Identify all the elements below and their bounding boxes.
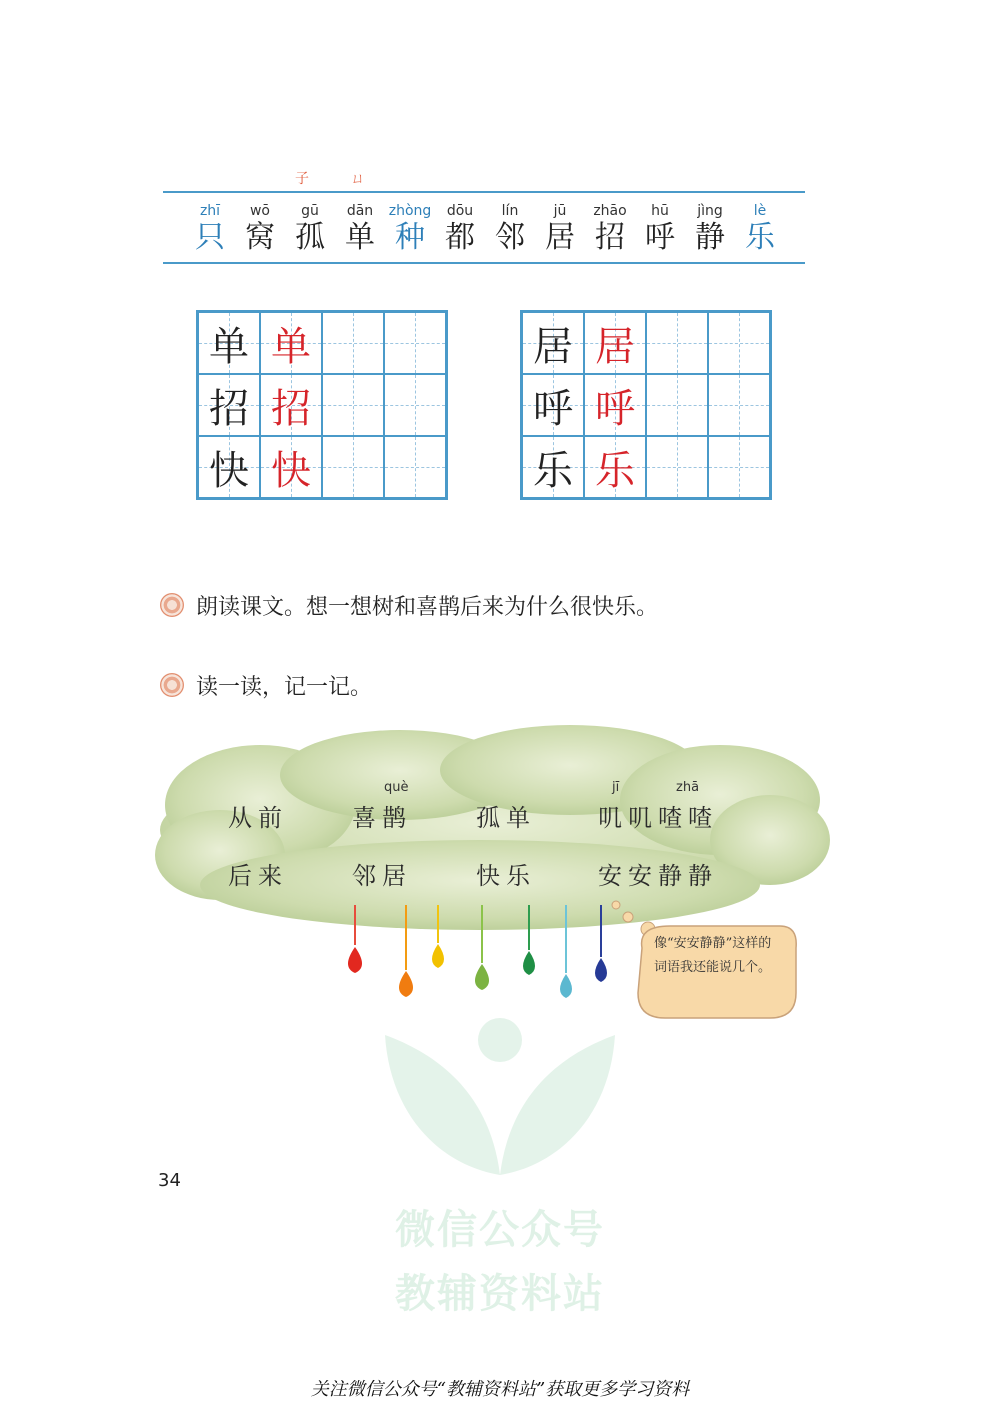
grid-cell (384, 374, 446, 436)
vocab-item (585, 202, 635, 256)
instruction-text: 朗读课文。想一想树和喜鹊后来为什么很快乐。 (196, 594, 659, 620)
watermark-line-2: 教辅资料站 (395, 1271, 605, 1317)
grid-cell (260, 436, 322, 498)
vocab-item (635, 202, 685, 256)
grid-char-red: 呼 (595, 385, 635, 432)
grid-cell (322, 374, 384, 436)
grid-cell (260, 374, 322, 436)
vocab-top-rule (163, 191, 805, 193)
vocab-char: 邻 (495, 220, 525, 255)
vocab-pinyin: zhī (199, 203, 221, 219)
grid-cell (708, 312, 770, 374)
vocab-pinyin: lín (501, 203, 519, 219)
vocab-char: 居 (545, 220, 575, 255)
footer-note: 关注微信公众号“教辅资料站”获取更多学习资料 (310, 1379, 690, 1400)
cloud-word: 从前 (228, 804, 288, 832)
vocab-char: 种 (395, 220, 425, 255)
vocab-pinyin: zhòng (388, 203, 432, 219)
watermark-line-1: 微信公众号 (395, 1207, 605, 1253)
grid-char-model: 单 (209, 323, 249, 370)
cloud-word: 后来 (228, 862, 288, 890)
vocab-item (485, 202, 535, 256)
vocab-item (235, 202, 285, 256)
grid-cell (522, 374, 584, 436)
grid-char-model: 招 (209, 385, 249, 432)
vocab-item (535, 202, 585, 256)
grid-cell (522, 436, 584, 498)
cloud-word-pinyin: zhā (676, 780, 700, 795)
grid-cell (708, 436, 770, 498)
vocab-pinyin: hū (651, 203, 669, 219)
grid-char-red: 单 (271, 323, 311, 370)
cloud-word-pinyin: què (384, 780, 409, 795)
page-number: 34 (158, 1170, 181, 1191)
vocab-item (385, 202, 435, 256)
grid-cell (198, 374, 260, 436)
cloud-word: 快乐 (476, 862, 536, 890)
vocab-char: 都 (445, 220, 475, 255)
vocab-char: 乐 (745, 220, 775, 255)
vocab-item (685, 202, 735, 256)
grid-cell (584, 374, 646, 436)
watermark-leaf-icon (380, 1015, 620, 1185)
grid-char-red: 居 (595, 323, 635, 370)
grid-cell (322, 436, 384, 498)
vocab-char: 窝 (245, 220, 275, 255)
grid-cell (708, 374, 770, 436)
grid-char-model: 快 (209, 447, 249, 494)
vocab-char: 静 (695, 220, 725, 255)
vocab-pinyin: jìng (697, 203, 723, 219)
grid-char-model: 乐 (533, 447, 573, 494)
vocab-item (285, 202, 335, 256)
vocab-strip (185, 202, 785, 260)
flower-bullet-icon (160, 593, 184, 617)
grid-cell (198, 312, 260, 374)
vocab-item (185, 202, 235, 256)
grid-char-red: 快 (271, 447, 311, 494)
grid-cell (260, 312, 322, 374)
vocab-pinyin: dān (346, 203, 374, 219)
vocab-pinyin: dōu (446, 203, 474, 219)
instruction-text: 读一读，记一记。 (196, 674, 373, 700)
instruction-read-text (160, 588, 658, 622)
grid-cell (322, 312, 384, 374)
vocab-pinyin: wō (249, 203, 270, 219)
grid-cell (384, 436, 446, 498)
grid-char-red: 招 (271, 385, 311, 432)
bubble-text: 像“安安静静”这样的词语我还能说几个。 (654, 936, 772, 975)
vocab-char: 呼 (645, 220, 675, 255)
grid-char-red: 乐 (595, 447, 635, 494)
mark-2: ㄩ (351, 171, 365, 187)
grid-cell (522, 312, 584, 374)
instruction-read-remember (160, 668, 372, 702)
cloud-word: 叽叽喳喳 (598, 804, 718, 832)
vocab-pinyin: zhāo (593, 203, 627, 219)
grid-char-model: 呼 (533, 385, 573, 432)
vocab-char: 单 (345, 220, 375, 255)
writing-grid-left (196, 310, 448, 500)
vocab-item (335, 202, 385, 256)
grid-cell (584, 312, 646, 374)
cloud-word: 孤单 (476, 804, 536, 832)
vocab-item (435, 202, 485, 256)
mark-1: 子 (295, 171, 309, 187)
grid-cell (646, 374, 708, 436)
flower-bullet-icon (160, 673, 184, 697)
cloud-word: 安安静静 (598, 862, 718, 890)
vocab-char: 只 (195, 220, 225, 255)
grid-cell (646, 312, 708, 374)
grid-cell (584, 436, 646, 498)
cloud-word: 喜鹊 (352, 804, 412, 832)
vocab-char: 招 (595, 220, 625, 255)
vocab-item (735, 202, 785, 256)
grid-cell (198, 436, 260, 498)
vocab-pinyin: jū (553, 203, 567, 219)
cloud-word-pinyin: jī (612, 780, 620, 795)
cloud-word: 邻居 (352, 862, 412, 890)
grid-cell (646, 436, 708, 498)
grid-char-model: 居 (533, 323, 573, 370)
handwritten-marks (295, 168, 385, 190)
vocab-bottom-rule (163, 262, 805, 264)
vocab-pinyin: gū (301, 203, 319, 219)
vocab-char: 孤 (295, 220, 325, 255)
grid-cell (384, 312, 446, 374)
vocab-pinyin: lè (753, 203, 767, 219)
writing-grid-right (520, 310, 772, 500)
